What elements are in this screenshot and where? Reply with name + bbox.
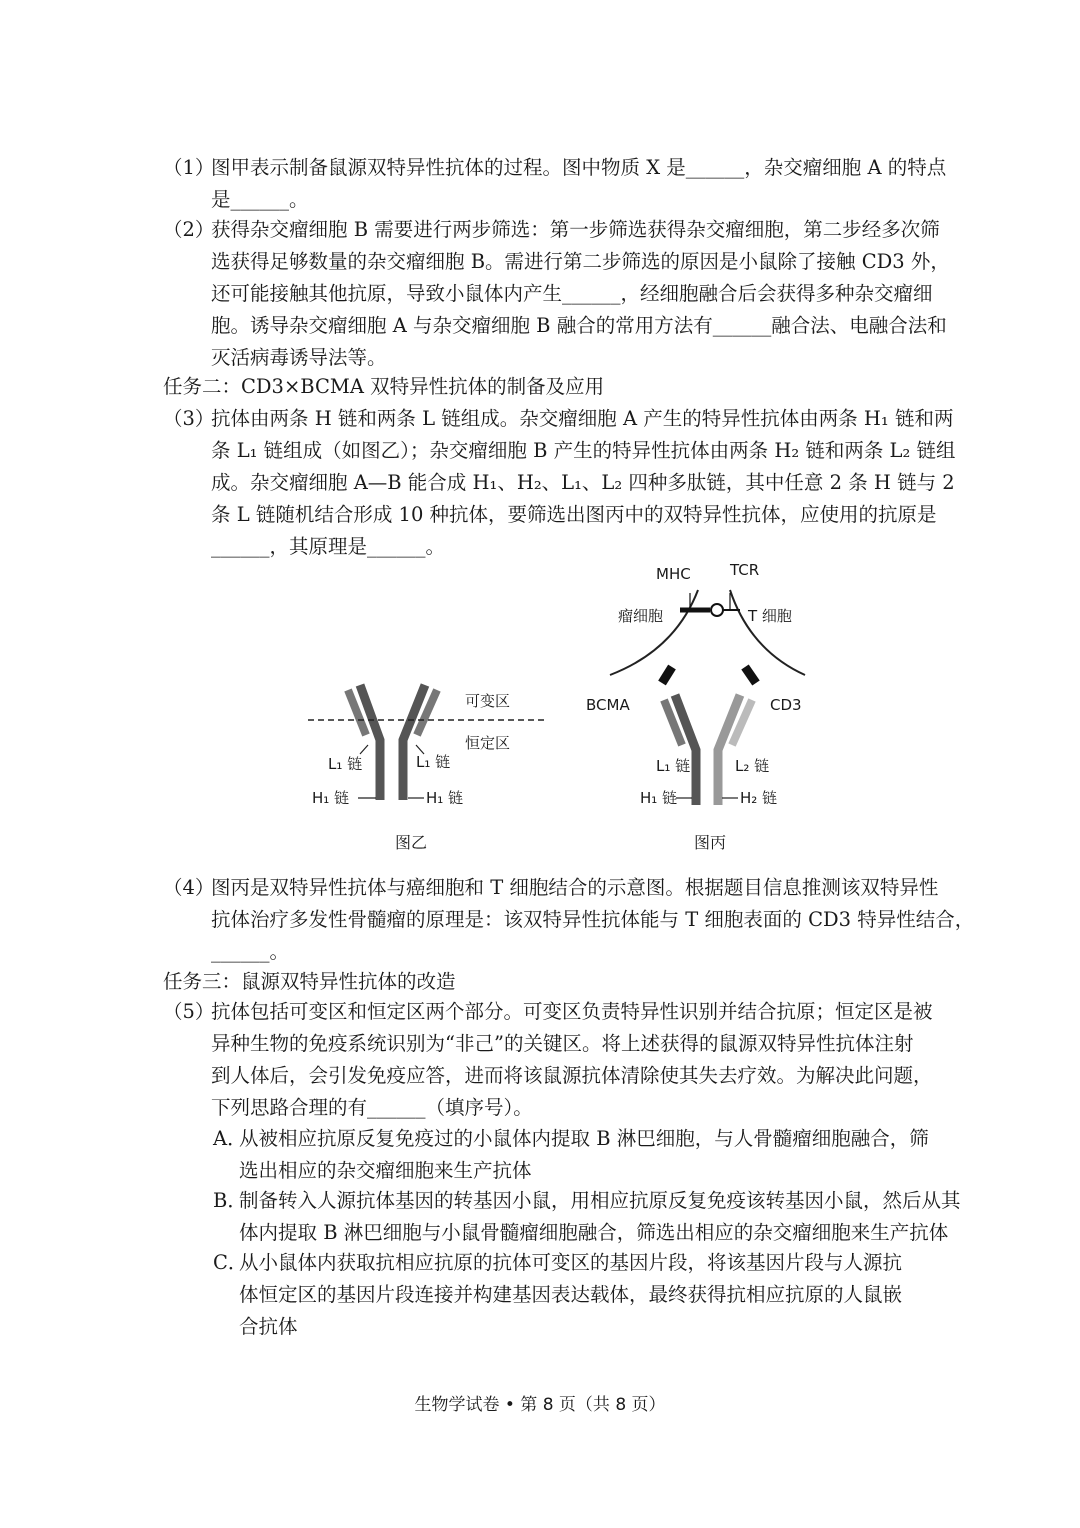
l-chain-right-label: L₁ 链 [416,753,451,771]
question-3 [163,403,963,563]
option-b-label: B． [213,1189,247,1212]
option-c-line: 合抗体 [239,1315,298,1338]
tcr-molecule [711,604,723,616]
figure-bing [580,555,820,860]
h2-chain-label: H₂ 链 [740,789,778,807]
h1-chain-label: H₁ 链 [640,789,678,807]
task-2-heading: 任务二：CD3×BCMA 双特异性抗体的制备及应用 [163,375,605,398]
question-3-line: 条 L 链随机结合形成 10 种抗体，要筛选出图丙中的双特异性抗体，应使用的抗原是 [211,503,937,526]
question-1-line: 图甲表示制备鼠源双特异性抗体的过程。图中物质 X 是______，杂交瘤细胞 A 的特点 [211,156,947,179]
question-5 [163,996,963,1124]
bcma-receptor [662,667,672,683]
question-4-line: ______。 [211,940,290,963]
option-a-line: 选出相应的杂交瘤细胞来生产抗体 [239,1159,532,1182]
question-4 [163,872,975,968]
figure-bing-caption: 图丙 [694,833,727,852]
l-left-pointer [360,745,368,754]
tumor-cell-label: 瘤细胞 [618,607,664,625]
question-2-line: 灭活病毒诱导法等。 [211,346,387,369]
option-c [213,1247,973,1343]
question-3-line: 成。杂交瘤细胞 A—B 能合成 H₁、H₂、L₁、L₂ 四种多肽链，其中任意 2 条 H 链与 2 [211,471,955,494]
question-4-number: （4） [163,876,215,899]
option-b-line: 制备转入人源抗体基因的转基因小鼠，用相应抗原反复免疫该转基因小鼠，然后从其 [239,1189,961,1212]
variable-region-label: 可变区 [465,692,511,710]
constant-region-label: 恒定区 [465,734,511,752]
question-3-number: （3） [163,407,215,430]
l2-chain-label: L₂ 链 [735,757,770,775]
t-cell-membrane [730,590,805,675]
question-5-line: 下列思路合理的有______（填序号）。 [211,1096,533,1119]
option-a-label: A． [213,1127,247,1150]
option-b-line: 体内提取 B 淋巴细胞与小鼠骨髓瘤细胞融合，筛选出相应的杂交瘤细胞来生产抗体 [239,1221,949,1244]
question-1 [163,152,963,216]
t-cell-label: T 细胞 [748,607,792,625]
cd3-receptor [745,667,756,683]
question-5-line: 异种生物的免疫系统识别为“非己”的关键区。将上述获得的鼠源双特异性抗体注射 [211,1032,914,1055]
figure-yi-caption: 图乙 [395,833,428,852]
option-c-line: 从小鼠体内获取抗相应抗原的抗体可变区的基因片段，将该基因片段与人源抗 [239,1251,903,1274]
option-a-line: 从被相应抗原反复免疫过的小鼠体内提取 B 淋巴细胞，与人骨髓瘤细胞融合，筛 [239,1127,929,1150]
question-2-line: 还可能接触其他抗原，导致小鼠体内产生______，经细胞融合后会获得多种杂交瘤细 [211,282,933,305]
h-chain-right-label: H₁ 链 [426,789,464,807]
question-3-line: ______，其原理是______。 [211,535,446,558]
question-2-line: 选获得足够数量的杂交瘤细胞 B。需进行第二步筛选的原因是小鼠除了接触 CD3 外， [211,250,950,273]
page-footer: 生物学试卷 • 第 8 页（共 8 页） [414,1395,666,1415]
figure-yi [300,670,560,860]
option-a [213,1123,973,1187]
heavy-chain-h2 [718,695,740,805]
question-5-line: 抗体包括可变区和恒定区两个部分。可变区负责特异性识别并结合抗原；恒定区是被 [211,1000,933,1023]
h-chain-left-label: H₁ 链 [312,789,350,807]
question-5-line: 到人体后，会引发免疫应答，进而将该鼠源抗体清除使其失去疗效。为解决此问题， [211,1064,933,1087]
question-1-number: （1） [163,156,215,179]
question-2-line: 获得杂交瘤细胞 B 需要进行两步筛选：第一步筛选获得杂交瘤细胞，第二步经多次筛 [211,218,940,241]
question-1-line: 是______。 [211,188,309,211]
heavy-chain-h1 [675,695,696,805]
question-3-line: 抗体由两条 H 链和两条 L 链组成。杂交瘤细胞 A 产生的特异性抗体由两条 H₁ 链和两 [211,407,954,430]
question-2-number: （2） [163,218,215,241]
mhc-label: MHC [656,565,691,583]
l-chain-left-label: L₁ 链 [328,755,363,773]
question-4-line: 图丙是双特异性抗体与癌细胞和 T 细胞结合的示意图。根据题目信息推测该双特异性 [211,876,939,899]
bcma-label: BCMA [586,696,630,714]
cd3-label: CD3 [770,696,802,714]
task-3-heading: 任务三：鼠源双特异性抗体的改造 [163,970,456,993]
option-c-label: C． [213,1251,248,1274]
option-c-line: 体恒定区的基因片段连接并构建基因表达载体，最终获得抗相应抗原的人鼠嵌 [239,1283,903,1306]
question-4-line: 抗体治疗多发性骨髓瘤的原理是：该双特异性抗体能与 T 细胞表面的 CD3 特异性结合， [211,908,975,931]
l1-chain-label: L₁ 链 [656,757,691,775]
question-2-line: 胞。诱导杂交瘤细胞 A 与杂交瘤细胞 B 融合的常用方法有______融合法、电融合法和 [211,314,947,337]
question-3-line: 条 L₁ 链组成（如图乙）；杂交瘤细胞 B 产生的特异性抗体由两条 H₂ 链和两条 L₂ 链组 [211,439,956,462]
tcr-label: TCR [730,561,760,579]
option-b [213,1185,973,1249]
heavy-chain-left [360,685,380,800]
tumor-cell-membrane [610,590,698,675]
heavy-chain-right [403,685,425,800]
question-5-number: （5） [163,1000,215,1023]
question-2 [163,214,963,374]
